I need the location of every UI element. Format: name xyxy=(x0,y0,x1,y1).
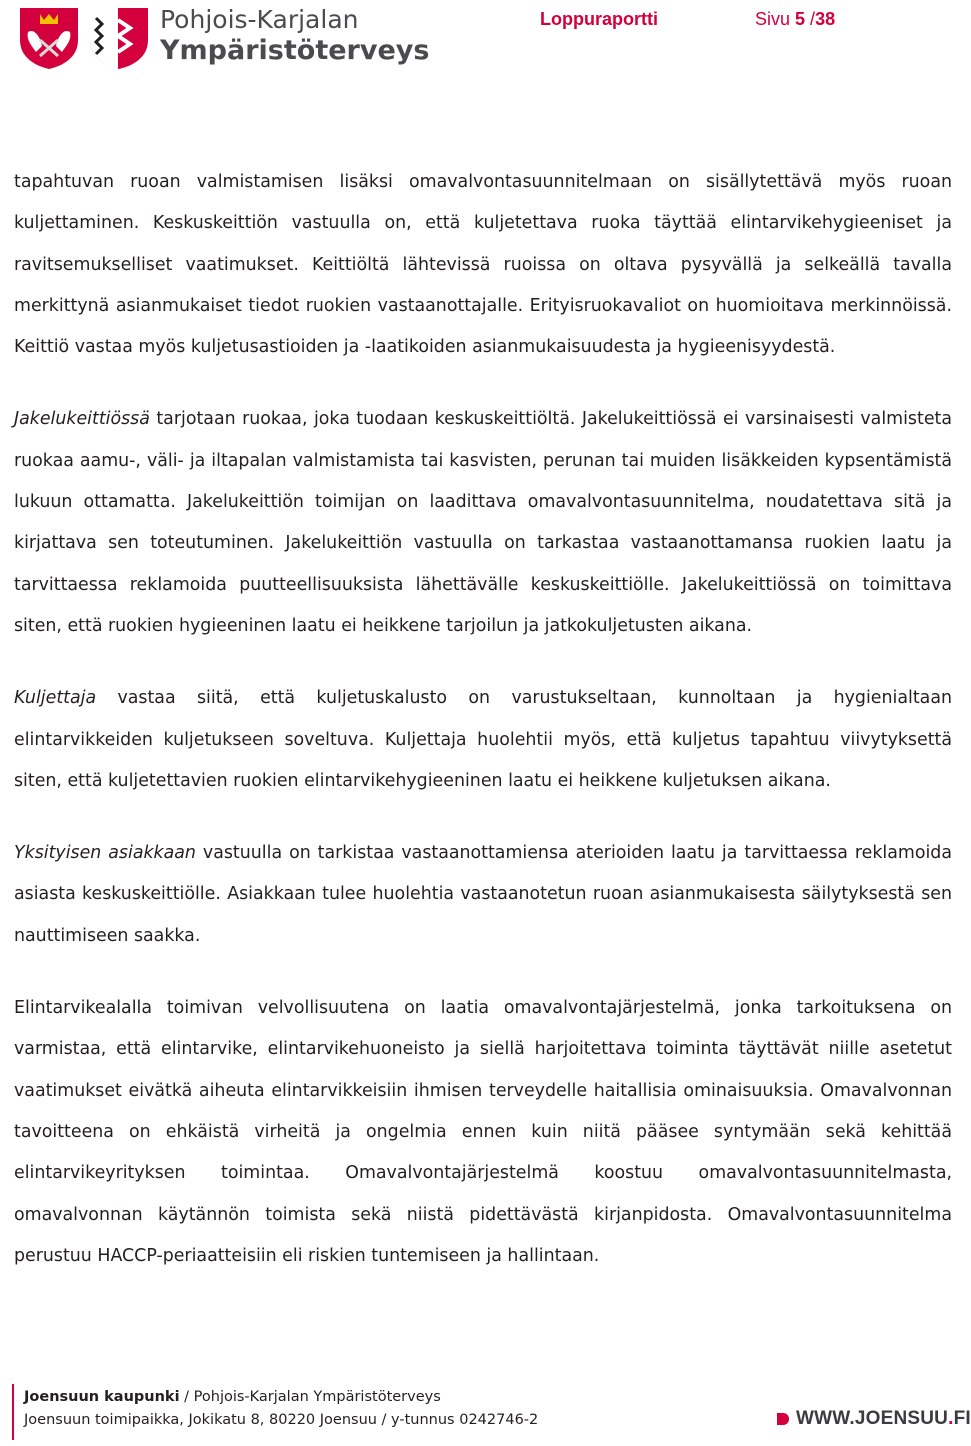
footer-address: Joensuun toimipaikka, Jokikatu 8, 80220 Joensuu / y-tunnus 0242746-2 xyxy=(24,1412,539,1428)
org-name-line1: Pohjois-Karjalan xyxy=(160,5,359,34)
footer-organization xyxy=(24,1389,441,1405)
paragraph-text: tarjotaan ruokaa, joka tuodaan keskuskeittiöltä. Jakelukeittiössä ei varsinaisesti valmisteta ruokaa aamu-, väli- ja iltapalan valmistamista tai kasvisten, perunan tai muiden lisäkkeiden kypsentämistä lukuun ottamatta. Jakelukeittiön toimijan on laadittava omavalvontasuunnitelma, noudatettava sitä ja kirjattava sen toteutuminen. Jakelukeittiön vastuulla on tarkastaa vastaanottamansa ruokien laatu ja tarvittaessa reklamoida puutteellisuuksista lähettävälle keskuskeittiölle. Jakelukeittiössä on toimittava siten, että ruokien hygieeninen laatu ei heikkene tarjoilun ja jatkokuljetusten aikana. xyxy=(14,409,952,636)
paragraph-lead-term: Jakelukeittiössä xyxy=(14,409,150,430)
paragraph xyxy=(14,399,952,647)
website-url-dot: . xyxy=(948,1408,954,1429)
emblem-icon xyxy=(88,6,150,70)
paragraph-text: tapahtuvan ruoan valmistamisen lisäksi omavalvontasuunnitelmaan on sisällytettävä myös ruoan kuljettaminen. Keskuskeittiön vastuulla on, että kuljetettava ruoka täyttää elintarvikehygieeniset ja ravitsemukselliset vaatimukset. Keittiöltä lähtevissä ruoissa on oltava pysyvällä ja selkeällä tavalla merkittynä asianmukaiset tiedot ruokien vastaanottajalle. Erityisruokavaliot on huomioitava merkinnöissä. Keittiö vastaa myös kuljetusastioiden ja -laatikoiden asianmukaisuudesta ja hygieenisyydestä. xyxy=(14,172,952,358)
page-prefix: Sivu xyxy=(755,9,796,29)
footer-accent-bar xyxy=(12,1384,14,1440)
paragraph-text: vastaa siitä, että kuljetuskalusto on varustukseltaan, kunnoltaan ja hygienialtaan elintarvikkeiden kuljetukseen soveltuva. Kuljettaja huolehtii myös, että kuljetus tapahtuu viivytyksettä siten, että kuljetettavien ruokien elintarvikehygieeninen laatu ei heikkene kuljetuksen aikana. xyxy=(14,688,952,791)
paragraph xyxy=(14,162,952,368)
website-link[interactable] xyxy=(776,1408,971,1430)
website-url xyxy=(796,1408,971,1430)
page-footer xyxy=(0,1384,971,1446)
coat-of-arms-icon xyxy=(18,6,80,70)
website-url-tld: FI xyxy=(953,1408,971,1429)
paragraph xyxy=(14,678,952,802)
paragraph-text: vastuulla on tarkistaa vastaanottamiensa aterioiden laatu ja tarvittaessa reklamoida asiasta keskuskeittiölle. Asiakkaan tulee huolehtia vastaanotetun ruoan asianmukaisesta säilytyksestä sen nauttimiseen saakka. xyxy=(14,843,952,946)
document-title: Loppuraportti xyxy=(540,9,658,29)
paragraph-lead-term: Yksityisen asiakkaan xyxy=(14,843,196,864)
document-body xyxy=(14,162,952,1277)
page-header xyxy=(0,0,960,80)
organization-logo-text xyxy=(160,4,429,66)
page-current: 5 xyxy=(795,9,806,29)
paragraph xyxy=(14,833,952,957)
page-total: 38 xyxy=(815,9,836,29)
page-number xyxy=(755,9,835,30)
org-name-line2: Ympäristöterveys xyxy=(160,35,430,66)
paragraph-text: Elintarvikealalla toimivan velvollisuutena on laatia omavalvontajärjestelmä, jonka tarkoituksena on varmistaa, että elintarvike, elintarvikehuoneisto ja siellä harjoitettava toiminta täyttävät niille asetetut vaatimukset eivätkä aiheuta elintarvikkeisiin ihmisen terveydelle haitallisia ominaisuuksia. Omavalvonnan tavoitteena on ehkäistä virheitä ja ongelmia ennen kuin niitä pääsee syntymään sekä kehittää elintarvikeyrityksen toimintaa. Omavalvontajärjestelmä koostuu omavalvontasuunnitelmasta, omavalvonnan käytännön toimista sekä niistä pidettävästä kirjanpidosta. Omavalvontasuunnitelma perustuu HACCP-periaatteisiin eli riskien tuntemiseen ja hallintaan. xyxy=(14,998,952,1266)
joensuu-logo-icon xyxy=(776,1412,790,1426)
page-separator: / xyxy=(805,9,816,29)
paragraph xyxy=(14,988,952,1277)
footer-unit: / Pohjois-Karjalan Ympäristöterveys xyxy=(179,1389,441,1405)
footer-city: Joensuun kaupunki xyxy=(24,1389,180,1405)
website-url-main: WWW.JOENSUU xyxy=(796,1408,949,1429)
paragraph-lead-term: Kuljettaja xyxy=(14,688,97,709)
